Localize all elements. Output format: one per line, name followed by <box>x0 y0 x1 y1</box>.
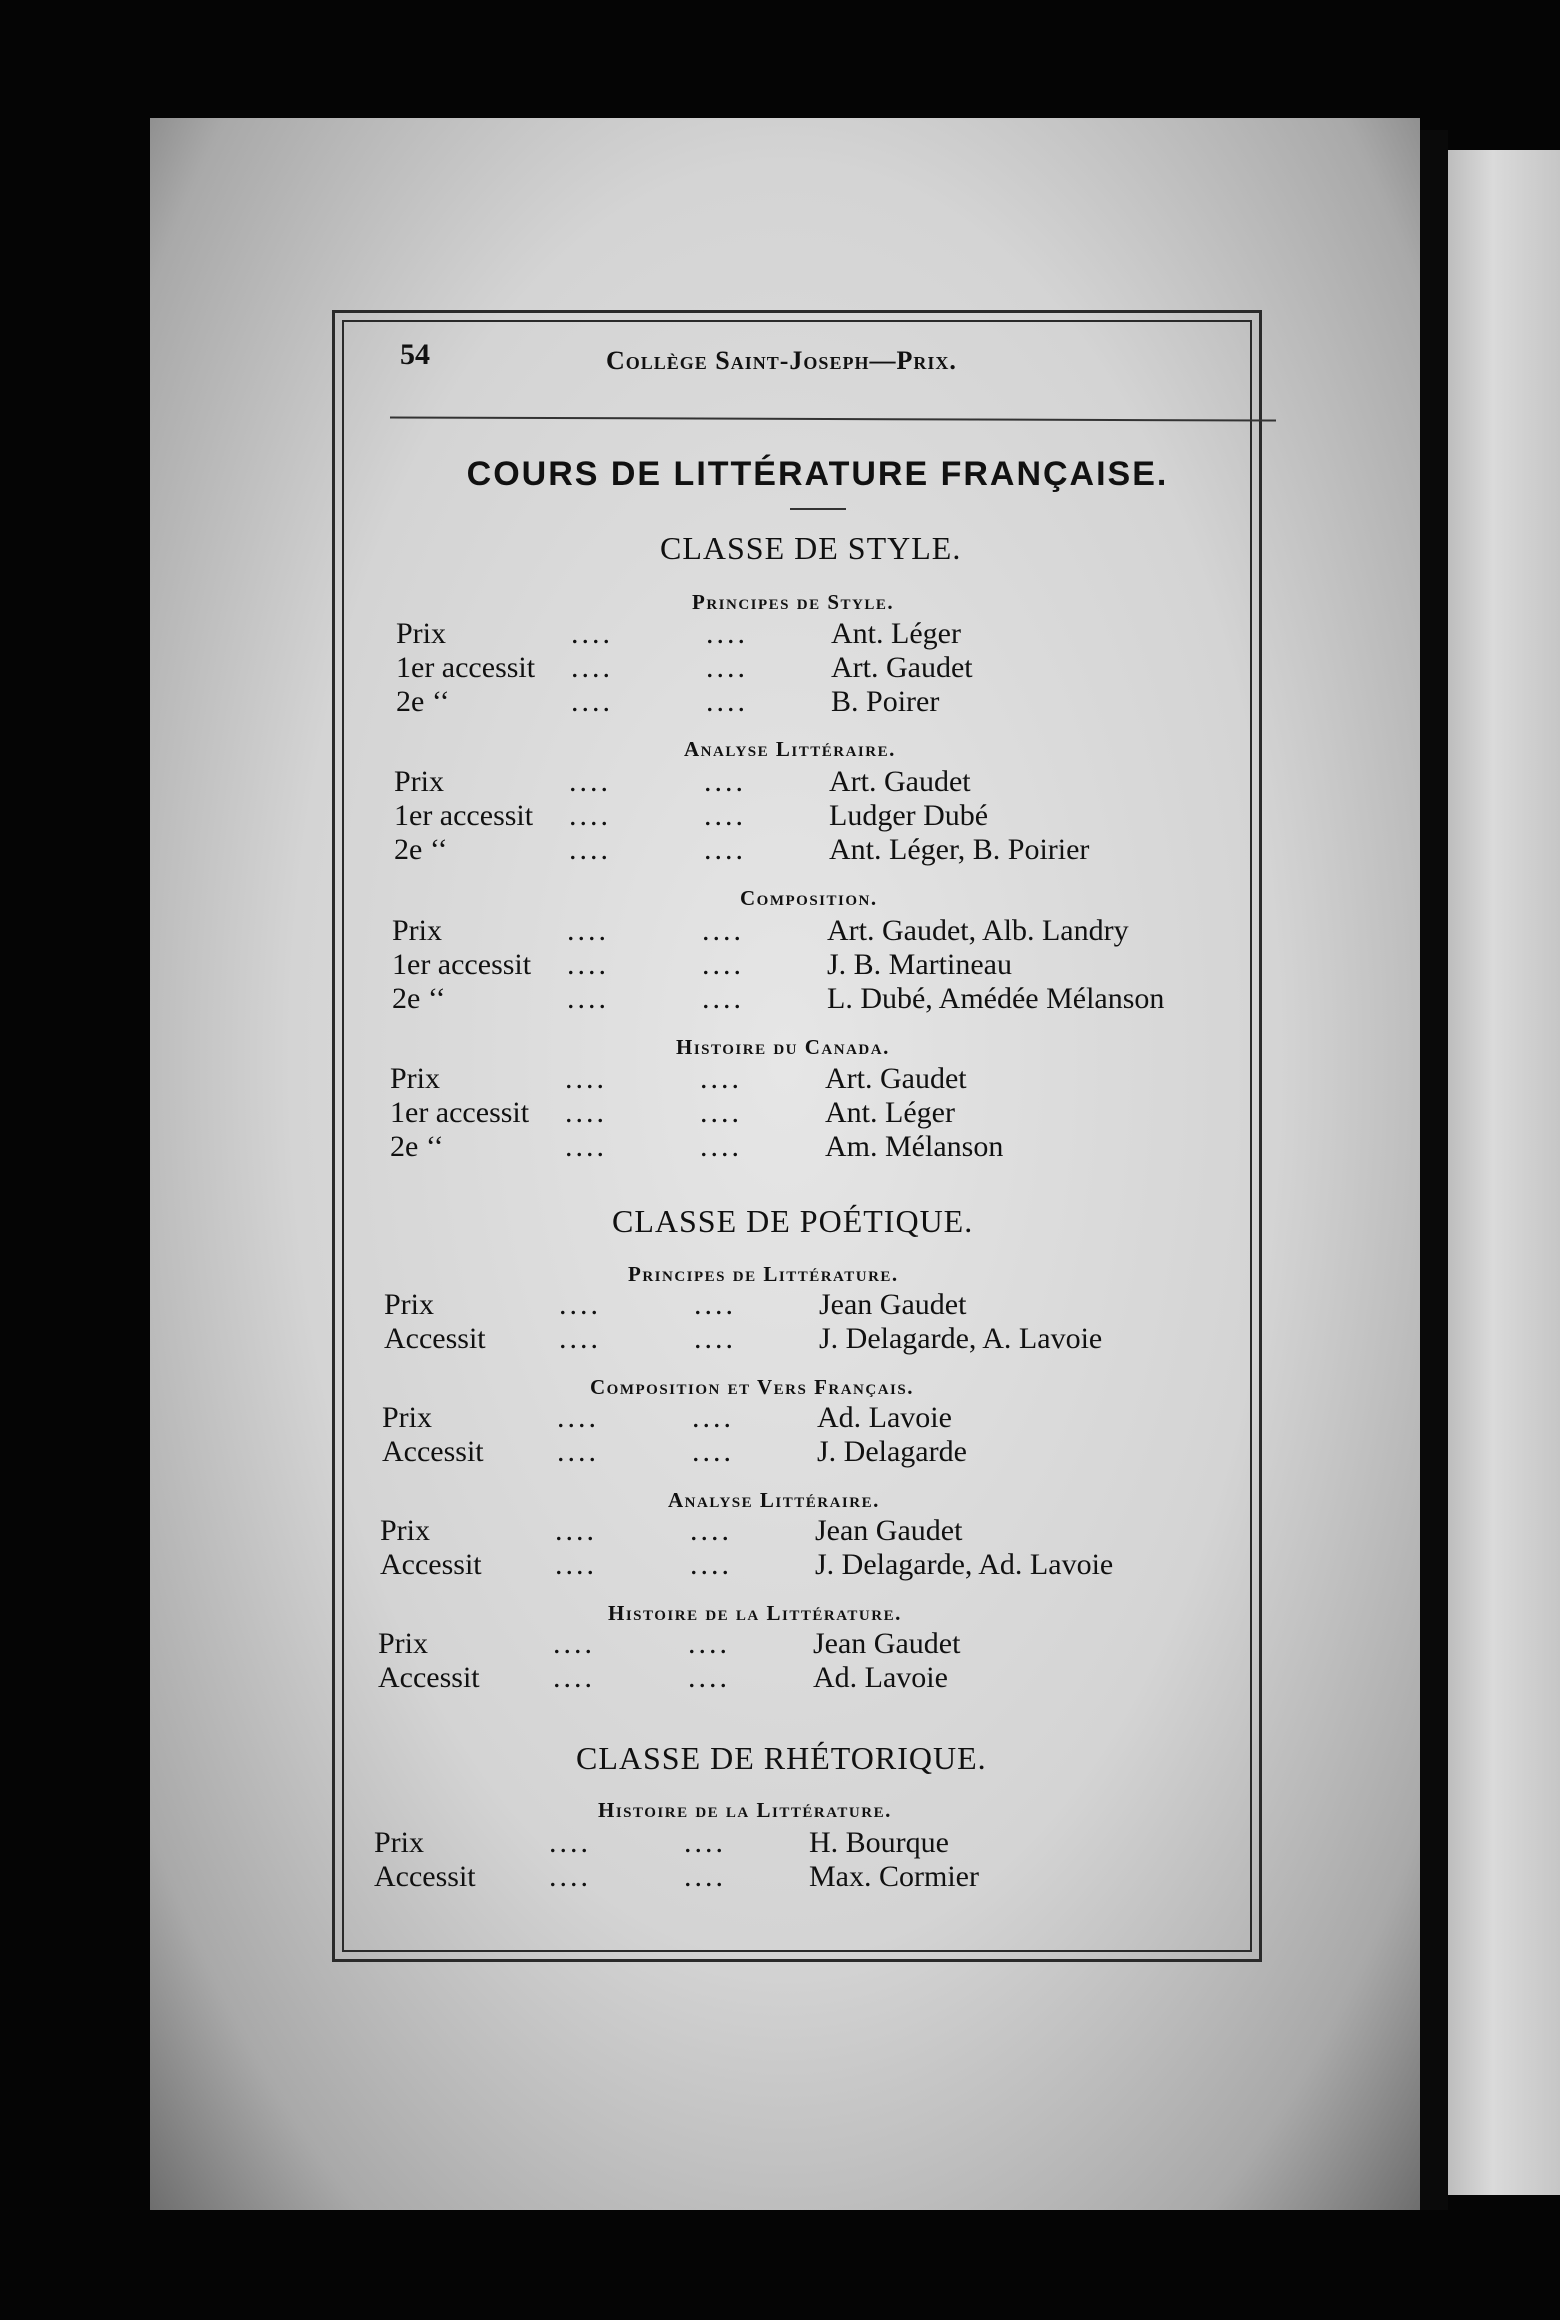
leader-dots: .... <box>688 1627 730 1660</box>
award-label: Prix <box>384 1288 435 1321</box>
award-label: 2e ‘‘ <box>396 685 450 718</box>
leader-dots: .... <box>706 617 748 650</box>
award-names: J. Delagarde, A. Lavoie <box>819 1322 1103 1355</box>
leader-dots: .... <box>706 685 748 718</box>
leader-dots: .... <box>692 1401 734 1434</box>
award-names: Art. Gaudet, Alb. Landry <box>827 914 1129 947</box>
award-names: Ant. Léger <box>825 1096 955 1129</box>
leader-dots: .... <box>567 914 609 947</box>
page-title: COURS DE LITTÉRATURE FRANÇAISE. <box>466 455 1169 493</box>
award-label: 1er accessit <box>390 1096 530 1129</box>
award-label: 2e ‘‘ <box>394 833 448 866</box>
leader-dots: .... <box>557 1401 599 1434</box>
section-heading: Histoire du Canada. <box>676 1035 890 1059</box>
class-title: CLASSE DE STYLE. <box>660 530 962 566</box>
leader-dots: .... <box>571 617 613 650</box>
leader-dots: .... <box>690 1514 732 1547</box>
leader-dots: .... <box>700 1096 742 1129</box>
award-names: J. B. Martineau <box>827 948 1012 981</box>
section-heading: Composition. <box>740 886 878 910</box>
running-head: Collège Saint-Joseph—Prix. <box>606 346 957 375</box>
leader-dots: .... <box>569 833 611 866</box>
section-heading: Analyse Littéraire. <box>684 737 896 761</box>
award-label: Accessit <box>378 1661 480 1694</box>
leader-dots: .... <box>704 833 746 866</box>
award-names: Art. Gaudet <box>829 765 971 798</box>
leader-dots: .... <box>559 1288 601 1321</box>
award-label: Prix <box>378 1627 429 1660</box>
section-heading: Principes de Littérature. <box>628 1262 899 1286</box>
award-names: H. Bourque <box>809 1826 949 1859</box>
leader-dots: .... <box>690 1548 732 1581</box>
award-names: Jean Gaudet <box>815 1514 963 1547</box>
leader-dots: .... <box>555 1514 597 1547</box>
award-names: Jean Gaudet <box>813 1627 961 1660</box>
award-label: Prix <box>374 1826 425 1859</box>
award-names: Ant. Léger <box>831 617 961 650</box>
leader-dots: .... <box>567 982 609 1015</box>
award-names: Ad. Lavoie <box>813 1661 948 1694</box>
award-names: Max. Cormier <box>809 1860 979 1893</box>
page-number: 54 <box>400 338 430 371</box>
award-names: Ad. Lavoie <box>817 1401 952 1434</box>
award-names: B. Poirer <box>831 685 940 718</box>
award-label: Accessit <box>374 1860 476 1893</box>
leader-dots: .... <box>569 765 611 798</box>
leader-dots: .... <box>692 1435 734 1468</box>
leader-dots: .... <box>684 1860 726 1893</box>
leader-dots: .... <box>549 1826 591 1859</box>
class-title: CLASSE DE POÉTIQUE. <box>612 1203 974 1239</box>
title-rule <box>790 508 846 510</box>
award-label: Prix <box>382 1401 433 1434</box>
award-label: Accessit <box>384 1322 486 1355</box>
leader-dots: .... <box>684 1826 726 1859</box>
leader-dots: .... <box>688 1661 730 1694</box>
award-names: Am. Mélanson <box>825 1130 1004 1163</box>
award-label: 1er accessit <box>392 948 532 981</box>
award-names: Ludger Dubé <box>829 799 989 832</box>
award-label: Accessit <box>380 1548 482 1581</box>
leader-dots: .... <box>565 1062 607 1095</box>
leader-dots: .... <box>706 651 748 684</box>
award-names: Jean Gaudet <box>819 1288 967 1321</box>
leader-dots: .... <box>549 1860 591 1893</box>
leader-dots: .... <box>704 765 746 798</box>
award-names: J. Delagarde, Ad. Lavoie <box>815 1548 1114 1581</box>
section-heading: Histoire de la Littérature. <box>598 1798 892 1822</box>
award-label: Accessit <box>382 1435 484 1468</box>
leader-dots: .... <box>565 1096 607 1129</box>
award-label: Prix <box>380 1514 431 1547</box>
leader-dots: .... <box>571 651 613 684</box>
award-names: Ant. Léger, B. Poirier <box>829 833 1090 866</box>
award-names: J. Delagarde <box>817 1435 967 1468</box>
section-heading: Principes de Style. <box>692 590 895 614</box>
section-heading: Analyse Littéraire. <box>668 1488 880 1512</box>
award-label: 1er accessit <box>394 799 534 832</box>
leader-dots: .... <box>553 1661 595 1694</box>
award-names: L. Dubé, Amédée Mélanson <box>827 982 1165 1015</box>
leader-dots: .... <box>571 685 613 718</box>
leader-dots: .... <box>559 1322 601 1355</box>
leader-dots: .... <box>694 1322 736 1355</box>
leader-dots: .... <box>702 948 744 981</box>
leader-dots: .... <box>700 1130 742 1163</box>
leader-dots: .... <box>553 1627 595 1660</box>
award-names: Art. Gaudet <box>825 1062 967 1095</box>
award-label: Prix <box>394 765 445 798</box>
award-label: 2e ‘‘ <box>390 1130 444 1163</box>
award-label: Prix <box>396 617 447 650</box>
section-heading: Histoire de la Littérature. <box>608 1601 902 1625</box>
award-label: 2e ‘‘ <box>392 982 446 1015</box>
leader-dots: .... <box>557 1435 599 1468</box>
award-names: Art. Gaudet <box>831 651 973 684</box>
award-label: Prix <box>392 914 443 947</box>
class-title: CLASSE DE RHÉTORIQUE. <box>576 1740 987 1776</box>
leader-dots: .... <box>700 1062 742 1095</box>
leader-dots: .... <box>704 799 746 832</box>
leader-dots: .... <box>567 948 609 981</box>
leader-dots: .... <box>555 1548 597 1581</box>
leader-dots: .... <box>565 1130 607 1163</box>
leader-dots: .... <box>694 1288 736 1321</box>
leader-dots: .... <box>702 914 744 947</box>
award-label: 1er accessit <box>396 651 536 684</box>
section-heading: Composition et Vers Français. <box>590 1375 914 1399</box>
leader-dots: .... <box>702 982 744 1015</box>
book-gutter <box>1420 130 1448 2210</box>
award-label: Prix <box>390 1062 441 1095</box>
leader-dots: .... <box>569 799 611 832</box>
